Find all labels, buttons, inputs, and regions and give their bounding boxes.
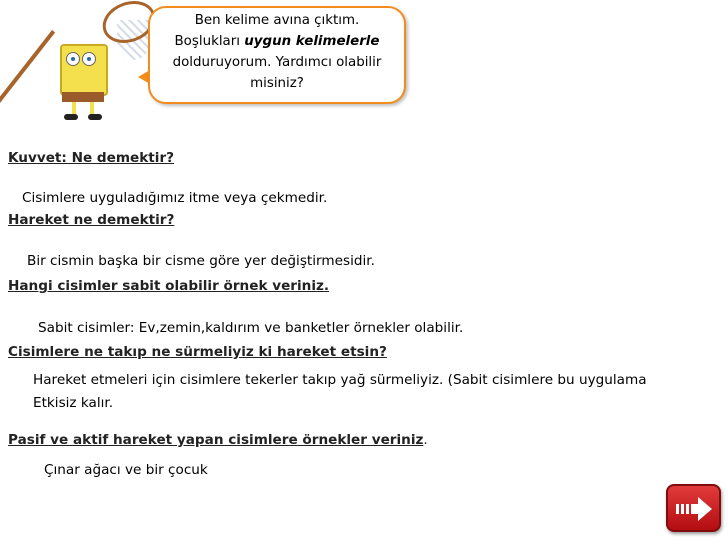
answer-2: Bir cismin başka bir cisme göre yer değiştirmesidir. [27, 253, 375, 269]
speech-bubble [148, 6, 406, 104]
bubble-line-2-text: Boşlukları [174, 34, 245, 49]
answer-5: Çınar ağacı ve bir çocuk [44, 462, 208, 478]
question-5: Pasif ve aktif hareket yapan cisimlere örnekler veriniz. [8, 432, 428, 448]
answer-1: Cisimlere uyguladığımız itme veya çekmedir. [22, 190, 328, 206]
answer-4-line-2: Etkisiz kalır. [33, 395, 114, 411]
question-3: Hangi cisimler sabit olabilir örnek veriniz. [8, 278, 330, 294]
bubble-line-1: Ben kelime avına çıktım. [194, 13, 360, 28]
bubble-line-3: dolduruyorum. Yardımcı olabilir [172, 55, 382, 70]
question-4: Cisimlere ne takıp ne sürmeliyiz ki hareket etsin? [8, 344, 387, 360]
next-arrow-icon [676, 496, 714, 522]
next-slide-button[interactable] [666, 484, 721, 532]
question-1: Kuvvet: Ne demektir? [8, 150, 175, 166]
answer-4-line-1: Hareket etmeleri için cisimlere tekerler takıp yağ sürmeliyiz. (Sabit cisimlere bu uygulama [33, 372, 647, 388]
bubble-line-4: misiniz? [250, 76, 304, 91]
question-2: Hareket ne demektir? [8, 212, 175, 228]
bubble-line-2 [154, 31, 400, 52]
bubble-emphasis: uygun kelimelerle [244, 34, 380, 49]
answer-3: Sabit cisimler: Ev,zemin,kaldırım ve banketler örnekler olabilir. [38, 320, 464, 336]
mascot-illustration [22, 0, 132, 122]
